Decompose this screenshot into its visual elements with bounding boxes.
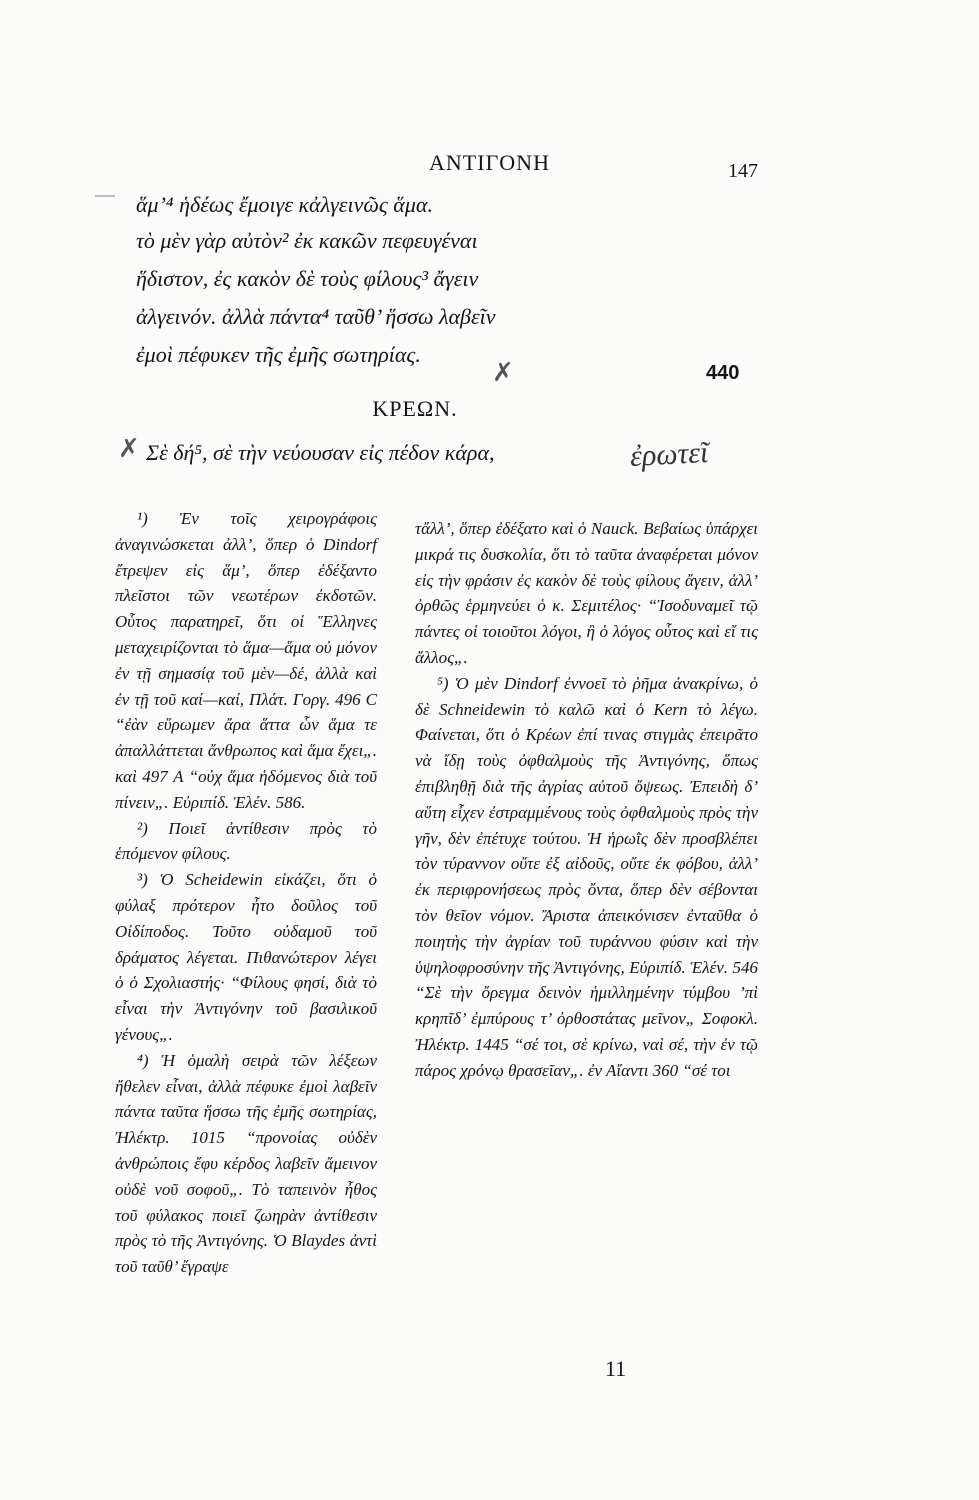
footnote: ³) Ὁ Scheidewin εἰκάζει, ὅτι ὁ φύλαξ πρότερον ἦτο δοῦλος τοῦ Οἰδίποδος. Τοῦτο οὐδαμοῦ τοῦ δράματος λέγεται. Πιθανώτερον λέγει ὁ ὁ Σχολιαστής· “Φίλους φησί, διὰ τὸ εἶναι τὴν Ἀντιγόνην τοῦ βασιλικοῦ γένους„. [115,870,377,1044]
handwritten-margin-note: ἐρωτεῖ [629,435,710,474]
handwritten-cross-mark: ✗ [118,434,140,464]
footnote: τἄλλ’, ὅπερ ἐδέξατο καὶ ὁ Nauck. Βεβαίως ὑπάρχει μικρά τις δυσκολία, ὅτι τὸ ταῦτα ἀναφέρεται μόνον εἰς τὴν φράσιν ἐς κακὸν δὲ τοὺς φίλους ἄγειν, ἀλλ’ ὀρθῶς ἑρμηνεύει ὁ κ. Σεμιτέλος· “Ἰσοδυναμεῖ τῷ πάντες οἱ τοιοῦτοι λόγοι, ἢ ὁ λόγος οὗτος καὶ εἴ τις ἄλλος„. [415,519,758,667]
speaker-name: ΚΡΕΩΝ. [372,396,458,421]
footnote: ⁵) Ὁ μὲν Dindorf ἐννοεῖ τὸ ῥῆμα ἀνακρίνω, ὁ δὲ Schneidewin τὸ καλῶ καὶ ὁ Kern τὸ λέγω. Φαίνεται, ὅτι ὁ Κρέων ἐπί τινας στιγμὰς ἐπειρᾶτο νὰ ἴδῃ τοὺς ὀφθαλμοὺς τῆς Ἀντιγόνης, ὅπως ἐπιβληθῇ διὰ τῆς ἀγρίας αὐτοῦ ὄψεως. Ἐπειδὴ δ’ αὕτη εἶχεν ἐστραμμένους τοὺς ὀφθαλμοὺς πρὸς τὴν γῆν, δὲν ἐπέτυχε τούτου. Ἡ ἡρωῒς δὲν προσβλέπει τὸν τύραννον οὔτε ἐξ αἰδοῦς, οὔτε ἐκ φόβου, ἀλλ’ ἐκ περιφρονήσεως πρὸς ὄντα, ὅπερ δὲν σέβονται τὸν θεῖον νόμον. Ἄριστα ἀπεικόνισεν ἐνταῦθα ὁ ποιητὴς τὴν ἀγρίαν τοῦ τυράννου φύσιν καὶ τὴν ὑψηλοφροσύνην τῆς Ἀντιγόνης, Εὐριπίδ. Ἑλέν. 546 “Σὲ τὴν ὄρεγμα δεινὸν ἡμιλλημένην τύμβου ’πὶ κρηπῖδ’ ἐμπύρους τ’ ὀρθοστάτας μεῖνον„ Σοφοκλ. Ἠλέκτρ. 1445 “σέ τοι, σὲ κρίνω, ναὶ σέ, τὴν ἐν τῷ πάρος χρόνῳ θρασεῖαν„. ἐν Αἴαντι 360 “σέ τοι [415,673,758,1080]
footnote: ⁴) Ἡ ὁμαλὴ σειρὰ τῶν λέξεων ἤθελεν εἶναι, ἀλλὰ πέφυκε ἐμοὶ λαβεῖν πάντα ταῦτα ἥσσω τῆς ἐμῆς σωτηρίας, Ἠλέκτρ. 1015 “προνοίας οὐδὲν ἀνθρώποις ἔφυ κέρδος λαβεῖν ἄμεινον οὐδὲ νοῦ σοφοῦ„. Τὸ ταπεινὸν ἦθος τοῦ φύλακος ποιεῖ ζωηρὰν ἀντίθεσιν πρὸς τὸ τῆς Ἀντιγόνης. Ὁ Blaydes ἀντὶ τοῦ ταῦθ’ ἔγραψε [115,1050,377,1277]
page-number: 147 [728,160,758,182]
footnote: ¹) Ἐν τοῖς χειρογράφοις ἀναγινώσκεται ἀλλ’, ὅπερ ὁ Dindorf ἔτρεψεν εἰς ἅμ’, ὅπερ ἐδέξαντο πλεῖστοι τῶν νεωτέρων ἐκδοτῶν. Οὗτος παρατηρεῖ, ὅτι οἱ Ἕλληνες μεταχειρίζονται τὸ ἅμα—ἅμα οὐ μόνον ἐν τῇ σημασίᾳ τοῦ μὲν—δέ, ἀλλὰ καὶ ἐν τῇ τοῦ καί—καί, Πλάτ. Γοργ. 496 C “ἐὰν εὕρωμεν ἄρα ἅττα ὧν ἅμα τε ἀπαλλάττεται ἄνθρωπος καὶ ἅμα ἔχει„. καὶ 497 A “οὐχ ἅμα ἡδόμενος διὰ τοῦ πίνειν„. Εὐριπίδ. Ἑλέν. 586. [115,509,377,812]
signature-mark: 11 [605,1356,627,1381]
verse-line: ἥδιστον, ἐς κακὸν δὲ τοὺς φίλους³ ἄγειν [136,266,479,291]
footnote: ²) Ποιεῖ ἀντίθεσιν πρὸς τὸ ἑπόμενον φίλους. [115,818,377,864]
verse-line: ἅμ’⁴ ἡδέως ἔμοιγε κἀλγεινῶς ἅμα. [136,192,433,217]
footnotes-left-column [115,506,377,1280]
verse-line: ἐμοὶ πέφυκεν τῆς ἐμῆς σωτηρίας. [136,342,421,367]
verse-line: Σὲ δή⁵, σὲ τὴν νεύουσαν εἰς πέδον κάρα, [146,440,495,465]
verse-line: τὸ μὲν γὰρ αὐτὸν² ἐκ κακῶν πεφευγέναι [136,228,478,253]
smudge-mark [95,195,115,197]
verse-line: ἀλγεινόν. ἀλλὰ πάντα⁴ ταῦθ’ ἥσσω λαβεῖν [136,304,496,329]
footnotes-right-column [415,516,758,1084]
running-title: ΑΝΤΙΓΟΝΗ [429,150,550,175]
handwritten-cross-mark: ✗ [492,358,514,388]
line-number: 440 [706,362,740,384]
